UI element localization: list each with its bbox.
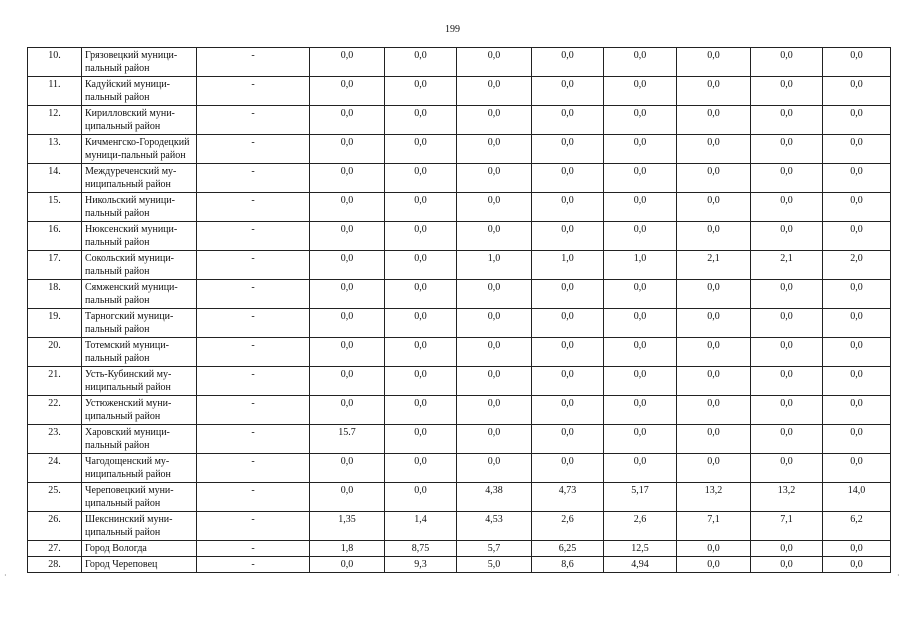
value-cell: 0,0	[677, 106, 751, 135]
row-number: 28.	[28, 557, 82, 573]
value-cell: 0,0	[532, 309, 604, 338]
value-cell: -	[197, 309, 310, 338]
district-name: Чагодощенский му-ниципальный район	[82, 454, 197, 483]
value-cell: 6,2	[823, 512, 891, 541]
value-cell: 0,0	[385, 454, 457, 483]
value-cell: 0,0	[385, 106, 457, 135]
value-cell: 2,0	[823, 251, 891, 280]
value-cell: 0,0	[457, 193, 532, 222]
value-cell: 0,0	[751, 164, 823, 193]
value-cell: -	[197, 106, 310, 135]
value-cell: 0,0	[604, 222, 677, 251]
value-cell: 0,0	[310, 280, 385, 309]
value-cell: -	[197, 164, 310, 193]
value-cell: 0,0	[677, 425, 751, 454]
value-cell: 0,0	[751, 135, 823, 164]
value-cell: 0,0	[604, 367, 677, 396]
edge-mark-left: ·	[4, 571, 7, 580]
value-cell: 0,0	[677, 193, 751, 222]
row-number: 16.	[28, 222, 82, 251]
value-cell: 0,0	[457, 309, 532, 338]
value-cell: -	[197, 222, 310, 251]
value-cell: 12,5	[604, 541, 677, 557]
value-cell: 0,0	[677, 309, 751, 338]
district-name: Никольский муници-пальный район	[82, 193, 197, 222]
value-cell: 0,0	[823, 396, 891, 425]
value-cell: -	[197, 425, 310, 454]
value-cell: 0,0	[457, 454, 532, 483]
value-cell: 0,0	[823, 425, 891, 454]
value-cell: 1,0	[532, 251, 604, 280]
value-cell: 13,2	[677, 483, 751, 512]
value-cell: 0,0	[532, 222, 604, 251]
value-cell: 2,1	[677, 251, 751, 280]
value-cell: 7,1	[677, 512, 751, 541]
value-cell: 0,0	[310, 396, 385, 425]
district-name: Кирилловский муни-ципальный район	[82, 106, 197, 135]
value-cell: -	[197, 367, 310, 396]
district-name: Устюженский муни-ципальный район	[82, 396, 197, 425]
value-cell: 0,0	[532, 338, 604, 367]
district-name: Тарногский муници-пальный район	[82, 309, 197, 338]
value-cell: 0,0	[604, 164, 677, 193]
value-cell: 0,0	[677, 454, 751, 483]
value-cell: 0,0	[457, 48, 532, 77]
value-cell: 0,0	[310, 309, 385, 338]
row-number: 25.	[28, 483, 82, 512]
value-cell: 13,2	[751, 483, 823, 512]
value-cell: 0,0	[385, 309, 457, 338]
value-cell: 0,0	[385, 193, 457, 222]
value-cell: -	[197, 396, 310, 425]
table-row	[28, 367, 891, 396]
district-name: Харовский муници-пальный район	[82, 425, 197, 454]
value-cell: 0,0	[751, 454, 823, 483]
value-cell: 0,0	[823, 309, 891, 338]
value-cell: 5,17	[604, 483, 677, 512]
value-cell: 0,0	[310, 454, 385, 483]
value-cell: 0,0	[751, 367, 823, 396]
value-cell: 2,6	[604, 512, 677, 541]
district-name: Нюксенский муници-пальный район	[82, 222, 197, 251]
row-number: 23.	[28, 425, 82, 454]
value-cell: 0,0	[310, 557, 385, 573]
value-cell: 0,0	[604, 106, 677, 135]
row-number: 22.	[28, 396, 82, 425]
district-name: Тотемский муници-пальный район	[82, 338, 197, 367]
value-cell: 0,0	[457, 367, 532, 396]
value-cell: 0,0	[823, 106, 891, 135]
value-cell: 0,0	[751, 280, 823, 309]
value-cell: 0,0	[604, 280, 677, 309]
value-cell: 0,0	[751, 425, 823, 454]
value-cell: -	[197, 251, 310, 280]
value-cell: 0,0	[604, 193, 677, 222]
value-cell: 0,0	[823, 541, 891, 557]
value-cell: 0,0	[677, 280, 751, 309]
value-cell: 0,0	[532, 164, 604, 193]
value-cell: 0,0	[604, 338, 677, 367]
table-row	[28, 396, 891, 425]
table-row	[28, 309, 891, 338]
row-number: 21.	[28, 367, 82, 396]
district-name: Сямженский муници-пальный район	[82, 280, 197, 309]
value-cell: 0,0	[532, 425, 604, 454]
value-cell: -	[197, 541, 310, 557]
value-cell: 0,0	[604, 48, 677, 77]
value-cell: 0,0	[532, 135, 604, 164]
row-number: 27.	[28, 541, 82, 557]
value-cell: 0,0	[385, 135, 457, 164]
value-cell: 0,0	[823, 135, 891, 164]
value-cell: 1,0	[457, 251, 532, 280]
table-row	[28, 164, 891, 193]
value-cell: 0,0	[823, 557, 891, 573]
value-cell: 0,0	[823, 338, 891, 367]
value-cell: 0,0	[532, 77, 604, 106]
row-number: 15.	[28, 193, 82, 222]
value-cell: 9,3	[385, 557, 457, 573]
value-cell: 14,0	[823, 483, 891, 512]
value-cell: 0,0	[532, 396, 604, 425]
value-cell: 0,0	[677, 135, 751, 164]
value-cell: -	[197, 483, 310, 512]
table-row	[28, 222, 891, 251]
value-cell: 4,94	[604, 557, 677, 573]
value-cell: 0,0	[310, 164, 385, 193]
value-cell: 0,0	[310, 193, 385, 222]
table-row	[28, 425, 891, 454]
row-number: 11.	[28, 77, 82, 106]
value-cell: 0,0	[310, 338, 385, 367]
value-cell: -	[197, 454, 310, 483]
value-cell: 0,0	[823, 193, 891, 222]
value-cell: -	[197, 135, 310, 164]
value-cell: 0,0	[457, 280, 532, 309]
value-cell: 0,0	[385, 367, 457, 396]
district-name: Шекснинский муни-ципальный район	[82, 512, 197, 541]
value-cell: 0,0	[532, 454, 604, 483]
value-cell: 0,0	[457, 164, 532, 193]
row-number: 20.	[28, 338, 82, 367]
value-cell: 0,0	[532, 280, 604, 309]
table-row	[28, 251, 891, 280]
row-number: 19.	[28, 309, 82, 338]
district-name: Кадуйский муници-пальный район	[82, 77, 197, 106]
value-cell: 0,0	[604, 135, 677, 164]
value-cell: 8,6	[532, 557, 604, 573]
value-cell: 0,0	[457, 425, 532, 454]
value-cell: 1,35	[310, 512, 385, 541]
value-cell: 4,38	[457, 483, 532, 512]
value-cell: 0,0	[310, 222, 385, 251]
value-cell: 0,0	[385, 396, 457, 425]
value-cell: -	[197, 338, 310, 367]
value-cell: 0,0	[385, 251, 457, 280]
row-number: 10.	[28, 48, 82, 77]
table-row	[28, 193, 891, 222]
table-row	[28, 557, 891, 573]
value-cell: 1,0	[604, 251, 677, 280]
value-cell: 0,0	[385, 338, 457, 367]
value-cell: 0,0	[310, 48, 385, 77]
value-cell: 0,0	[457, 222, 532, 251]
data-table	[27, 47, 891, 573]
value-cell: 1,4	[385, 512, 457, 541]
value-cell: 6,25	[532, 541, 604, 557]
value-cell: 0,0	[385, 222, 457, 251]
page-number: 199	[445, 24, 460, 35]
value-cell: 0,0	[310, 106, 385, 135]
value-cell: 5,7	[457, 541, 532, 557]
value-cell: 0,0	[457, 396, 532, 425]
value-cell: 0,0	[604, 396, 677, 425]
value-cell: 0,0	[751, 106, 823, 135]
value-cell: -	[197, 77, 310, 106]
value-cell: 0,0	[604, 425, 677, 454]
value-cell: 0,0	[823, 454, 891, 483]
value-cell: 0,0	[751, 222, 823, 251]
value-cell: 0,0	[823, 164, 891, 193]
value-cell: 0,0	[677, 557, 751, 573]
district-name: Сокольский муници-пальный район	[82, 251, 197, 280]
district-name: Грязовецкий муници-пальный район	[82, 48, 197, 77]
row-number: 12.	[28, 106, 82, 135]
value-cell: 0,0	[823, 222, 891, 251]
value-cell: 0,0	[751, 396, 823, 425]
value-cell: 0,0	[457, 106, 532, 135]
value-cell: 2,6	[532, 512, 604, 541]
value-cell: 0,0	[751, 193, 823, 222]
value-cell: 0,0	[751, 48, 823, 77]
value-cell: 0,0	[385, 425, 457, 454]
value-cell: 5,0	[457, 557, 532, 573]
value-cell: 2,1	[751, 251, 823, 280]
value-cell: 0,0	[677, 77, 751, 106]
value-cell: 0,0	[677, 164, 751, 193]
value-cell: 0,0	[457, 338, 532, 367]
value-cell: -	[197, 48, 310, 77]
value-cell: 0,0	[604, 309, 677, 338]
table-row	[28, 48, 891, 77]
value-cell: 0,0	[751, 557, 823, 573]
value-cell: 0,0	[310, 77, 385, 106]
value-cell: 0,0	[604, 77, 677, 106]
value-cell: 0,0	[310, 135, 385, 164]
value-cell: 0,0	[677, 338, 751, 367]
table-body	[28, 48, 891, 573]
value-cell: 0,0	[677, 367, 751, 396]
value-cell: 0,0	[310, 367, 385, 396]
table-row	[28, 454, 891, 483]
value-cell: 0,0	[532, 367, 604, 396]
row-number: 13.	[28, 135, 82, 164]
district-name: Город Череповец	[82, 557, 197, 573]
value-cell: 0,0	[457, 135, 532, 164]
edge-mark-right: ·	[897, 571, 900, 580]
value-cell: 0,0	[677, 396, 751, 425]
value-cell: 0,0	[457, 77, 532, 106]
district-name: Череповецкий муни-ципальный район	[82, 483, 197, 512]
value-cell: 8,75	[385, 541, 457, 557]
table-row	[28, 106, 891, 135]
value-cell: 1,8	[310, 541, 385, 557]
table-row	[28, 135, 891, 164]
value-cell: 0,0	[823, 280, 891, 309]
district-name: Усть-Кубинский му-ниципальный район	[82, 367, 197, 396]
value-cell: 0,0	[385, 48, 457, 77]
district-name: Междуреченский му-ниципальный район	[82, 164, 197, 193]
value-cell: 0,0	[677, 222, 751, 251]
value-cell: 0,0	[751, 77, 823, 106]
value-cell: 4,73	[532, 483, 604, 512]
value-cell: 0,0	[604, 454, 677, 483]
value-cell: 0,0	[823, 77, 891, 106]
table-row	[28, 512, 891, 541]
district-name: Город Вологда	[82, 541, 197, 557]
row-number: 18.	[28, 280, 82, 309]
value-cell: 0,0	[385, 164, 457, 193]
value-cell: 0,0	[310, 251, 385, 280]
row-number: 17.	[28, 251, 82, 280]
value-cell: 0,0	[532, 106, 604, 135]
value-cell: -	[197, 557, 310, 573]
value-cell: 0,0	[385, 77, 457, 106]
value-cell: 15.7	[310, 425, 385, 454]
district-name: Кичменгско-Городецкий муници-пальный район	[82, 135, 197, 164]
value-cell: 0,0	[532, 48, 604, 77]
row-number: 14.	[28, 164, 82, 193]
row-number: 24.	[28, 454, 82, 483]
value-cell: -	[197, 280, 310, 309]
value-cell: 4,53	[457, 512, 532, 541]
table-row	[28, 483, 891, 512]
row-number: 26.	[28, 512, 82, 541]
table-row	[28, 541, 891, 557]
value-cell: 0,0	[751, 309, 823, 338]
value-cell: -	[197, 512, 310, 541]
value-cell: 0,0	[677, 541, 751, 557]
value-cell: 0,0	[823, 48, 891, 77]
table-row	[28, 280, 891, 309]
value-cell: -	[197, 193, 310, 222]
table-row	[28, 77, 891, 106]
value-cell: 0,0	[751, 541, 823, 557]
value-cell: 0,0	[310, 483, 385, 512]
value-cell: 0,0	[385, 483, 457, 512]
value-cell: 0,0	[751, 338, 823, 367]
table-row	[28, 338, 891, 367]
value-cell: 0,0	[823, 367, 891, 396]
value-cell: 0,0	[385, 280, 457, 309]
value-cell: 0,0	[677, 48, 751, 77]
value-cell: 0,0	[532, 193, 604, 222]
value-cell: 7,1	[751, 512, 823, 541]
